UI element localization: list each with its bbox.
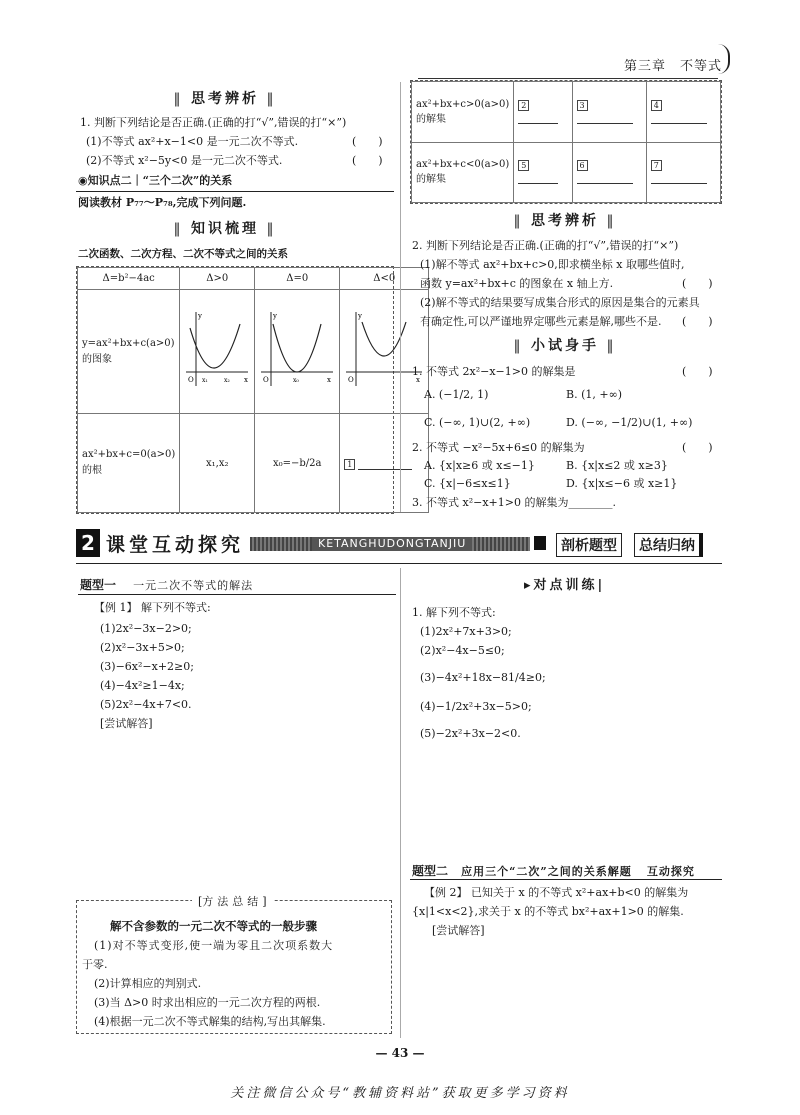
q1-item-1: (1)不等式 ax²+x−1<0 是一元二次不等式.: [86, 135, 299, 148]
practice-item: (2)x²−4x−5≤0;: [420, 644, 505, 657]
banner-square-icon: [534, 536, 546, 550]
q2-paren-1: ( ): [682, 277, 713, 290]
p1-option-d: D. (−∞, −1/2)∪(1, +∞): [566, 416, 693, 429]
example1-item: (2)x²−3x+5>0;: [100, 641, 185, 654]
q1-paren-1: ( ): [352, 135, 383, 148]
example1-item: (3)−6x²−x+2≥0;: [100, 660, 194, 673]
q2-paren-2: ( ): [682, 315, 713, 328]
svg-text:y: y: [198, 312, 203, 320]
p1-stem: 1. 不等式 2x²−x−1>0 的解集是: [412, 365, 576, 378]
q1-item-2: (2)不等式 x²−5y<0 是一元二次不等式.: [86, 154, 283, 167]
svg-text:y: y: [358, 312, 363, 320]
try-title: ‖ 小试身手 ‖: [490, 335, 640, 355]
divider: [76, 191, 394, 192]
p2-option-d: D. {x|x≤−6 或 x≥1}: [566, 477, 678, 490]
p2-paren: ( ): [682, 441, 713, 454]
p2-stem: 2. 不等式 −x²−5x+6≤0 的解集为: [412, 441, 585, 454]
blank-cell: 7: [646, 142, 720, 203]
blank-cell: 4: [646, 82, 720, 143]
roots-one: x₀=−b/2a: [255, 414, 340, 513]
q2-line: (2)解不等式的结果要写成集合形式的原因是集合的元素具: [420, 296, 700, 309]
section-title: 课堂互动探究: [106, 534, 245, 556]
relations-table: [77, 267, 429, 513]
row-roots-label: ax²+bx+c=0(a>0)的根: [78, 414, 180, 513]
practice-title: ▸对点训练|: [524, 578, 606, 593]
example2-line: 【例 2】 已知关于 x 的不等式 x²+ax+b<0 的解集为: [424, 886, 689, 899]
svg-text:O: O: [348, 376, 355, 384]
p1-paren: ( ): [682, 365, 713, 378]
roots-two: x₁,x₂: [180, 414, 255, 513]
page-number: — 43 —: [375, 1046, 425, 1060]
column-divider: [400, 82, 401, 512]
q2-line: 有确定性,可以严谨地界定哪些元素是解,哪些不是.: [420, 315, 662, 328]
row-graph-label: y=ax²+bx+c(a>0)的图象: [78, 290, 180, 414]
svg-text:x: x: [244, 376, 249, 384]
chapter-header: 第三章 不等式: [623, 59, 722, 74]
banner-tag-analysis: 剖析题型: [556, 533, 622, 557]
method-title-wrap: [方法总结]: [192, 893, 273, 909]
solution-set-table: [411, 81, 721, 203]
q2-line: 函数 y=ax²+bx+c 的图象在 x 轴上方.: [420, 277, 614, 290]
example1-item: (4)−4x²≥1−4x;: [100, 679, 185, 692]
q1-stem: 1. 判断下列结论是否正确.(正确的打“√”,错误的打“×”): [80, 116, 347, 129]
parabola-one-root-graph: [259, 310, 335, 390]
svg-text:x: x: [416, 376, 421, 384]
svg-text:O: O: [263, 376, 270, 384]
example1: 【例 1】 解下列不等式:: [94, 601, 211, 614]
banner-underline: [76, 563, 722, 564]
p2-option-a: A. {x|x≥6 或 x≤−1}: [424, 459, 535, 472]
p1-option-c: C. (−∞, 1)∪(2, +∞): [424, 416, 531, 429]
practice-item: (4)−1/2x²+3x−5>0;: [420, 700, 532, 713]
section-number: 2: [76, 529, 100, 557]
blank-cell: 5: [514, 142, 572, 203]
svg-text:x₀: x₀: [293, 377, 300, 384]
col-header: Δ<0: [340, 268, 429, 290]
p3-stem: 3. 不等式 x²−x+1>0 的解集为________.: [412, 496, 616, 509]
header-rule: [418, 78, 718, 79]
method-title: 方法总结: [202, 895, 263, 908]
svg-text:y: y: [273, 312, 278, 320]
p2-option-b: B. {x|x≤2 或 x≥3}: [566, 459, 668, 472]
example1-item: (5)2x²−4x+7<0.: [100, 698, 192, 711]
svg-text:x₁: x₁: [202, 377, 209, 384]
method-step: (4)根据一元二次不等式解集的结构,写出其解集.: [94, 1015, 326, 1028]
p1-option-a: A. (−1/2, 1): [424, 388, 489, 401]
blank-cell: 3: [572, 82, 646, 143]
graph-two-roots: [180, 290, 255, 414]
practice-item: (1)2x²+7x+3>0;: [420, 625, 512, 638]
svg-text:x₂: x₂: [224, 377, 231, 384]
p1-option-b: B. (1, +∞): [566, 388, 623, 401]
q2-line: (1)解不等式 ax²+bx+c>0,即求横坐标 x 取哪些值时,: [420, 258, 685, 271]
method-step: 于零.: [82, 958, 108, 971]
think-title-2: ‖ 思考辨析 ‖: [490, 210, 640, 230]
row-lt-label: ax²+bx+c<0(a>0)的解集: [412, 142, 514, 203]
reading-hint: 阅读教材 P₇₇～P₇₈,完成下列问题.: [78, 196, 247, 209]
graph-no-root: [340, 290, 429, 414]
blank-cell: 6: [572, 142, 646, 203]
parabola-two-roots-graph: [184, 310, 250, 390]
col-header: Δ=0: [255, 268, 340, 290]
header-bracket: [718, 44, 730, 74]
svg-text:x: x: [327, 376, 332, 384]
type1-heading: [80, 574, 253, 593]
method-heading: 解不含参数的一元二次不等式的一般步骤: [110, 919, 317, 933]
try-answer-2: [尝试解答]: [432, 924, 485, 937]
try-answer-1: [尝试解答]: [100, 717, 153, 730]
type2-label: 题型二: [412, 864, 449, 878]
q2-line: 2. 判断下列结论是否正确.(正确的打“√”,错误的打“×”): [412, 239, 679, 252]
practice-item: (5)−2x²+3x−2<0.: [420, 727, 521, 740]
graph-one-root: [255, 290, 340, 414]
column-divider-bottom: [400, 568, 401, 1038]
type2-tag: 互动探究: [646, 865, 695, 878]
practice-item: (3)−4x²+18x−81/4≥0;: [420, 671, 546, 684]
relations-table-box: [76, 266, 421, 514]
section-title-pinyin: KETANGHUDONGTANJIU: [312, 537, 472, 551]
method-step: (2)计算相应的判别式.: [94, 977, 202, 990]
type1-rule: [78, 594, 396, 595]
example1-item: (1)2x²−3x−2>0;: [100, 622, 192, 635]
practice-stem: 1. 解下列不等式:: [412, 606, 496, 619]
row-gt-label: ax²+bx+c>0(a>0)的解集: [412, 82, 514, 143]
solution-set-table-box: [410, 80, 722, 204]
col-header: Δ>0: [180, 268, 255, 290]
review-title: ‖ 知识梳理 ‖: [150, 218, 300, 238]
review-caption: 二次函数、二次方程、二次不等式之间的关系: [78, 248, 288, 260]
think-title-1: ‖ 思考辨析 ‖: [150, 88, 300, 108]
example2-line: {x|1<x<2},求关于 x 的不等式 bx²+ax+1>0 的解集.: [412, 905, 684, 918]
type1-title: 一元二次不等式的解法: [133, 579, 254, 592]
knowledge-point-2: ◉知识点二｜“三个二次”的关系: [78, 174, 233, 187]
type2-title: 应用三个“二次”之间的关系解题: [461, 865, 632, 878]
q1-paren-2: ( ): [352, 154, 383, 167]
method-step: (3)当 Δ>0 时求出相应的一元二次方程的两根.: [94, 996, 321, 1009]
svg-text:O: O: [188, 376, 195, 384]
footer-note: 关注微信公众号“教辅资料站”获取更多学习资料: [230, 1086, 570, 1101]
blank-cell: 2: [514, 82, 572, 143]
type1-label: 题型一: [80, 578, 117, 592]
p2-option-c: C. {x|−6≤x≤1}: [424, 477, 511, 490]
banner-tag-summary: 总结归纳: [634, 533, 703, 557]
type2-heading: [412, 860, 722, 879]
roots-blank-cell: 1: [340, 414, 429, 513]
method-step: (1)对不等式变形,使一端为零且二次项系数大: [94, 939, 334, 952]
col-header: Δ=b²−4ac: [78, 268, 180, 290]
type2-rule: [410, 879, 722, 880]
